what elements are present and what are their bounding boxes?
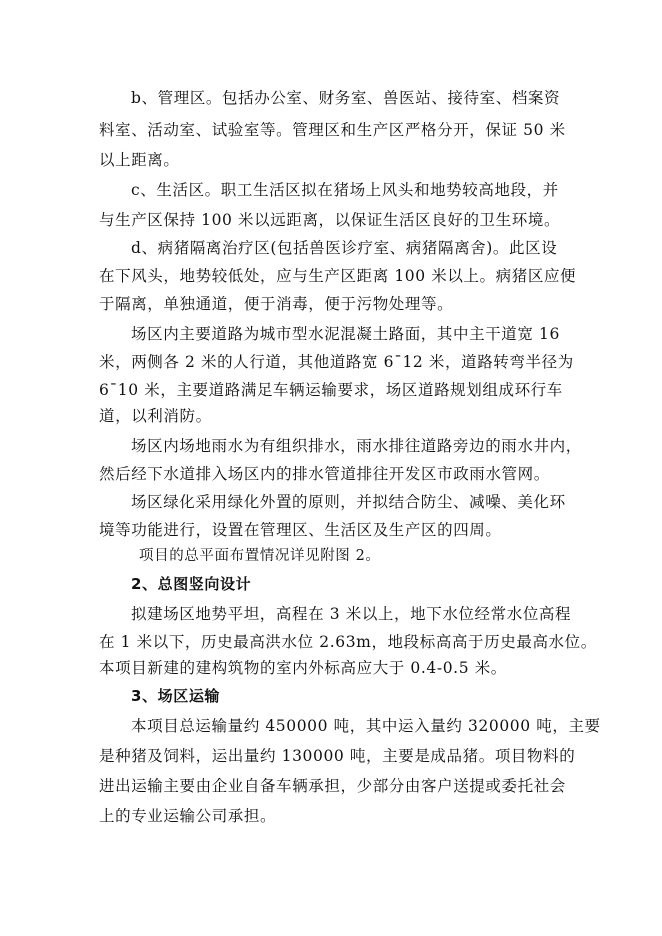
text-line: 场区绿化采用绿化外置的原则，并拟结合防尘、减噪、美化环 — [131, 493, 566, 511]
text-line: 在 1 米以下，历史最高洪水位 2.63m，地段标高高于历史最高水位。 — [99, 633, 597, 651]
text-line: c、生活区。职工生活区拟在猪场上风头和地势较高地段，并 — [131, 181, 559, 199]
text-line: 在下风头，地势较低处，应与生产区距离 100 米以上。病猪区应便 — [99, 267, 577, 285]
text-line: 上的专业运输公司承担。 — [99, 807, 277, 825]
text-line: 于隔离，单独通道，便于消毒，便于污物处理等。 — [99, 295, 454, 313]
text-line: 以上距离。 — [99, 151, 180, 169]
text-line: b、管理区。包括办公室、财务室、兽医站、接待室、档案资 — [131, 89, 561, 107]
text-line: 拟建场区地势平坦，高程在 3 米以上，地下水位经常水位高程 — [131, 605, 572, 623]
text-line: 道，以利消防。 — [99, 407, 212, 425]
section-heading: 2、总图竖向设计 — [131, 575, 252, 593]
text-line: 是种猪及饲料，运出量约 130000 吨，主要是成品猪。项目物料的 — [99, 747, 576, 765]
section-heading: 3、场区运输 — [131, 687, 221, 705]
text-line: 本项目总运输量约 450000 吨，其中运入量约 320000 吨，主要 — [131, 717, 601, 735]
text-line: 场区内主要道路为城市型水泥混凝土路面，其中主干道宽 16 — [131, 325, 560, 343]
text-line: 进出运输主要由企业自备车辆承担，少部分由客户送提或委托社会 — [99, 777, 566, 795]
text-line: 料室、活动室、试验室等。管理区和生产区严格分开，保证 50 米 — [99, 121, 566, 139]
text-line: 然后经下水道排入场区内的排水管道排往开发区市政雨水管网。 — [99, 465, 550, 483]
text-line: 与生产区保持 100 米以远距离，以保证生活区良好的卫生环境。 — [99, 211, 561, 229]
text-line: d、病猪隔离治疗区(包括兽医诊疗室、病猪隔离舍)。此区设 — [131, 239, 558, 257]
text-line: 米，两侧各 2 米的人行道，其他道路宽 6¯12 米，道路转弯半径为 — [99, 353, 574, 371]
text-line: 场区内场地雨水为有组织排水，雨水排往道路旁边的雨水井内， — [131, 437, 582, 455]
text-line: 本项目新建的建构筑物的室内外标高应大于 0.4-0.5 米。 — [99, 659, 507, 677]
text-line: 6¯10 米，主要道路满足车辆运输要求，场区道路规划组成环行车 — [99, 381, 563, 399]
text-line: 境等功能进行，设置在管理区、生活区及生产区的四周。 — [99, 521, 502, 539]
text-line: 项目的总平面布置情况详见附图 2。 — [139, 548, 381, 564]
